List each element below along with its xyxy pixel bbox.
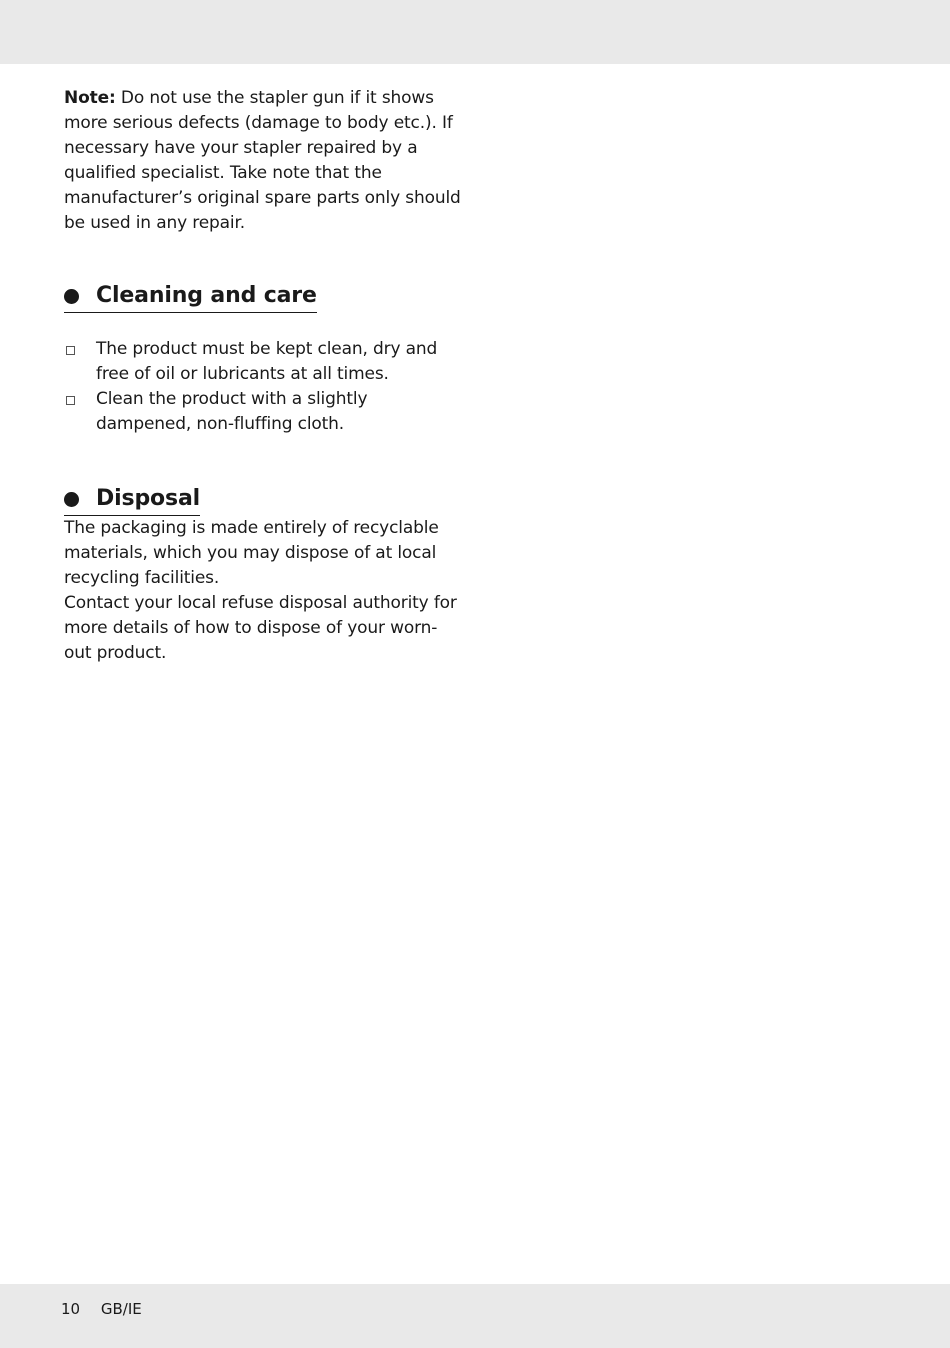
footer-band [0, 1284, 950, 1348]
note-text: Do not use the stapler gun if it shows more serious defects (damage to body etc.). If necessary have your stapler repaired by a qualified specialist. Take note that the manufacturer’s original spare parts only should be used in any repair. [64, 88, 461, 233]
bullet-dot-icon [64, 289, 79, 304]
checkbox-icon [66, 396, 75, 405]
cleaning-heading [64, 282, 317, 313]
region-label: GB/IE [100, 1300, 142, 1318]
disposal-heading-text: Disposal [96, 486, 201, 511]
page-footer [61, 1299, 142, 1319]
note-paragraph [64, 86, 464, 236]
list-item-text: Clean the product with a slightly dampened, non-fluffing cloth. [96, 389, 368, 434]
disposal-paragraph: The packaging is made entirely of recyclable materials, which you may dispose of at local recycling facilities. [64, 518, 439, 588]
list-item [64, 387, 464, 437]
note-label: Note: [64, 88, 116, 108]
disposal-heading [64, 485, 200, 516]
bullet-dot-icon [64, 492, 79, 507]
page-content [64, 86, 464, 666]
checkbox-icon [66, 346, 75, 355]
disposal-paragraph: Contact your local refuse disposal authority for more details of how to dispose of your worn-out product. [64, 593, 457, 663]
header-band [0, 0, 950, 64]
cleaning-list [64, 337, 464, 437]
page-number: 10 [61, 1300, 81, 1318]
list-item [64, 337, 464, 387]
list-item-text: The product must be kept clean, dry and free of oil or lubricants at all times. [96, 339, 438, 384]
cleaning-heading-text: Cleaning and care [96, 283, 317, 308]
